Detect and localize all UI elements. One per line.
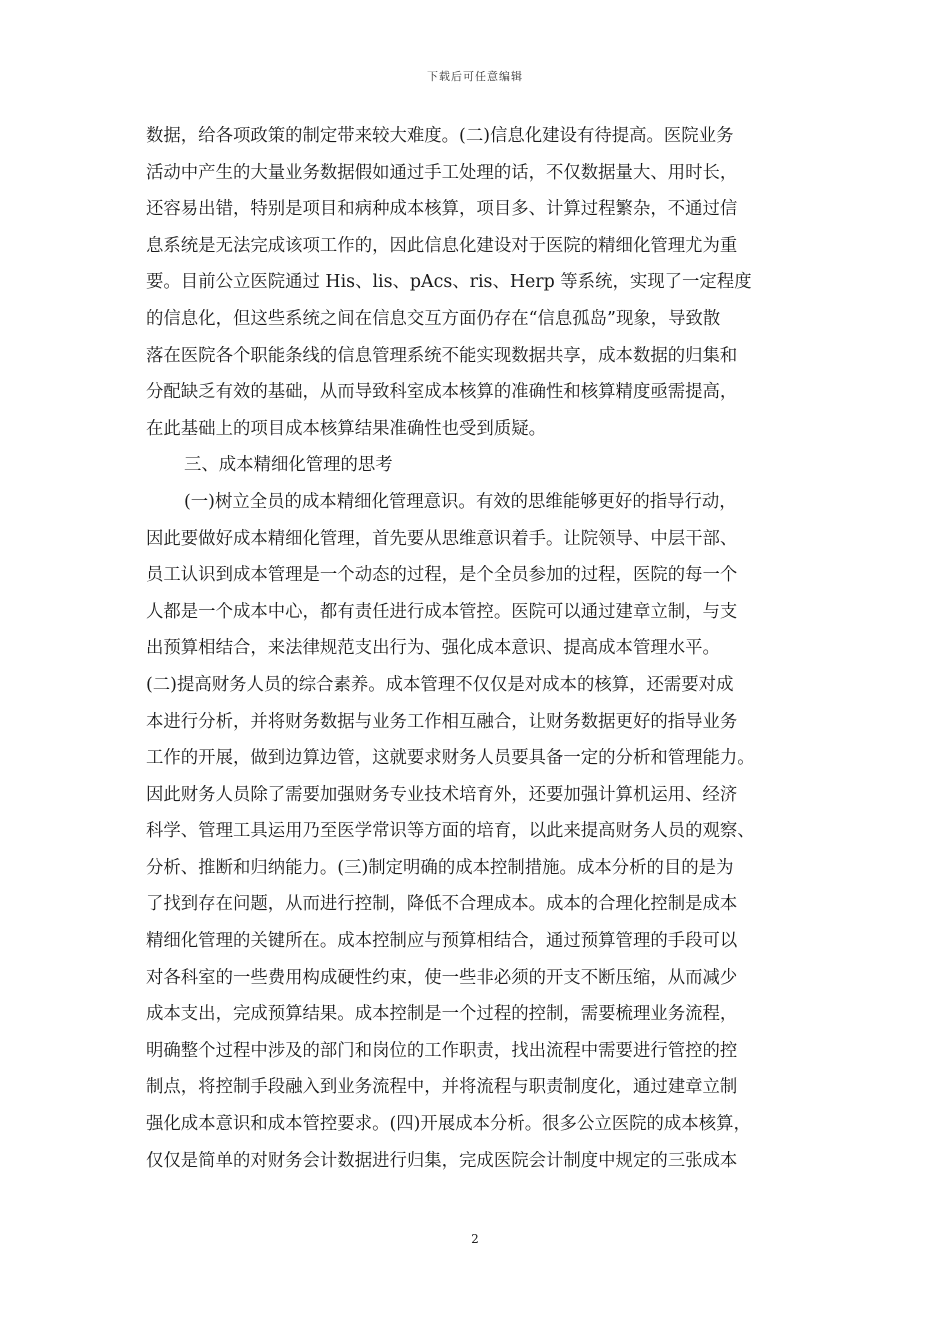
text-line: 了找到存在问题，从而进行控制，降低不合理成本。成本的合理化控制是成本	[146, 894, 738, 915]
text-line: 分配缺乏有效的基础，从而导致科室成本核算的准确性和核算精度亟需提高，	[146, 382, 738, 403]
text-line: 科学、管理工具运用乃至医学常识等方面的培育，以此来提高财务人员的观察、	[146, 821, 755, 842]
text-line: 本进行分析，并将财务数据与业务工作相互融合，让财务数据更好的指导业务	[146, 711, 738, 732]
text-line: 仅仅是简单的对财务会计数据进行归集，完成医院会计制度中规定的三张成本	[146, 1150, 738, 1171]
text-line: 人都是一个成本中心，都有责任进行成本管控。医院可以通过建章立制，与支	[146, 601, 738, 622]
text-line: 数据，给各项政策的制定带来较大难度。(二)信息化建设有待提高。医院业务	[146, 126, 734, 146]
text-line: 的信息化，但这些系统之间在信息交互方面仍存在“信息孤岛”现象，导致散	[146, 308, 721, 329]
text-line: 还容易出错，特别是项目和病种成本核算，项目多、计算过程繁杂，不通过信	[146, 199, 738, 220]
text-line: 强化成本意识和成本管控要求。(四)开展成本分析。很多公立医院的成本核算，	[146, 1114, 751, 1135]
text-line: 明确整个过程中涉及的部门和岗位的工作职责，找出流程中需要进行管控的控	[146, 1040, 738, 1061]
document-body	[146, 118, 816, 1179]
text-line: 因此财务人员除了需要加强财务专业技术培育外，还要加强计算机运用、经济	[146, 784, 738, 805]
text-line: 对各科室的一些费用构成硬性约束，使一些非必须的开支不断压缩，从而减少	[146, 967, 738, 988]
text-line: 工作的开展，做到边算边管，这就要求财务人员要具备一定的分析和管理能力。	[146, 748, 755, 769]
paragraph-start-line: (一)树立全员的成本精细化管理意识。有效的思维能够更好的指导行动，	[184, 491, 737, 512]
page-header: 下载后可任意编辑	[427, 70, 523, 83]
text-line: 成本支出，完成预算结果。成本控制是一个过程的控制，需要梳理业务流程，	[146, 1004, 738, 1025]
text-line: 要。目前公立医院通过 His、lis、pAcs、ris、Herp 等系统，实现了一定程度	[146, 272, 752, 293]
section-heading: 三、成本精细化管理的思考	[184, 455, 393, 476]
page-number: 2	[471, 1232, 479, 1246]
text-line: 分析、推断和归纳能力。(三)制定明确的成本控制措施。成本分析的目的是为	[146, 857, 734, 878]
text-line: 在此基础上的项目成本核算结果准确性也受到质疑。	[146, 418, 546, 439]
text-line: 出预算相结合，来法律规范支出行为、强化成本意识、提高成本管理水平。	[146, 638, 720, 659]
text-line: 精细化管理的关键所在。成本控制应与预算相结合，通过预算管理的手段可以	[146, 931, 738, 952]
text-line: 制点，将控制手段融入到业务流程中，并将流程与职责制度化，通过建章立制	[146, 1077, 738, 1098]
text-line: 活动中产生的大量业务数据假如通过手工处理的话，不仅数据量大、用时长，	[146, 162, 738, 183]
text-line: 息系统是无法完成该项工作的，因此信息化建设对于医院的精细化管理尤为重	[146, 235, 738, 256]
text-line: 因此要做好成本精细化管理，首先要从思维意识着手。让院领导、中层干部、	[146, 528, 738, 549]
text-line: 员工认识到成本管理是一个动态的过程，是个全员参加的过程，医院的每一个	[146, 565, 738, 586]
text-line: 落在医院各个职能条线的信息管理系统不能实现数据共享，成本数据的归集和	[146, 345, 738, 366]
text-line: (二)提高财务人员的综合素养。成本管理不仅仅是对成本的核算，还需要对成	[146, 674, 734, 695]
